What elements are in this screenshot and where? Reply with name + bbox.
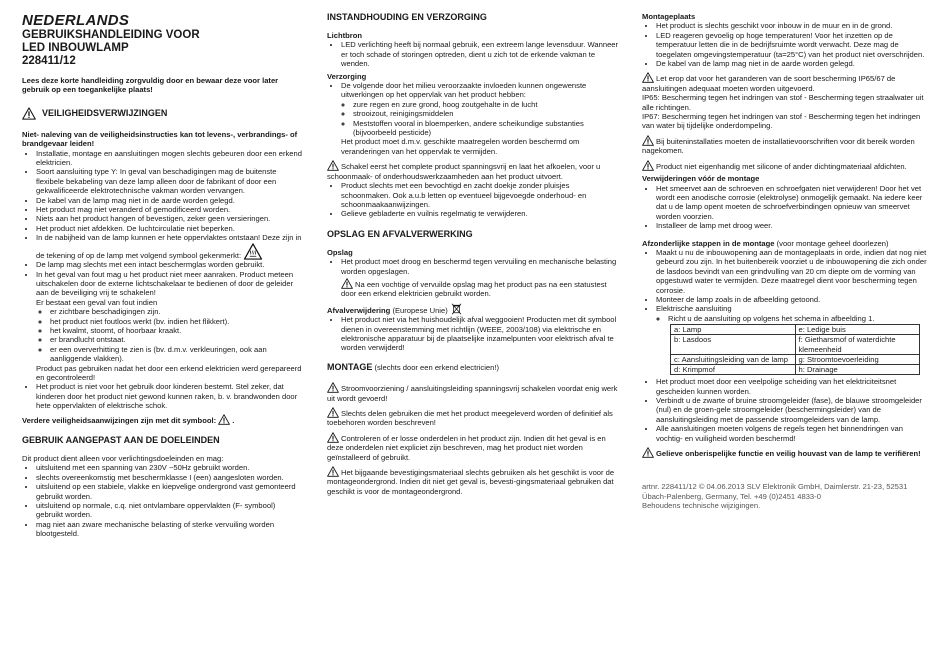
list-item: • Monteer de lamp zoals in de afbeelding getoond.	[656, 295, 928, 304]
list-item: • Installatie, montage en aansluitingen mogen slechts gebeuren door een erkend elektricien.	[36, 149, 304, 168]
mount-warning	[327, 466, 619, 496]
list-item: • uitsluitend op een stabiele, vlakke en kiepvelige ondergrond vast gemonteerd gebruikt worden.	[36, 482, 304, 501]
ip67-text: IP67: Bescherming tegen het indringen van stof - Bescherming tegen het indringen van water bij tijdelijke onderdompeling.	[642, 112, 921, 131]
list-item: ◦ zure regen en zure grond, hoog zoutgehalte in de lucht	[353, 100, 619, 109]
article-number: 228411/12	[22, 55, 76, 67]
list-item: • Elektrische aansluiting	[656, 304, 928, 313]
outdoor-warning-text: Bij buiteninstallaties moeten de installatievoorschriften voor dit bereik worden nagekomen.	[642, 136, 915, 156]
storage-warning-text: Na een vochtige of vervuilde opslag mag het product pas na een statustest door een erkend elektricien gebruikt worden.	[341, 279, 607, 299]
mount-warning-text: Het bijgaande bevestigingsmateriaal slechts gebruiken als het geschikt is voor de montageondergrond. Indien dit niet get geval is, bevesti-gingsmateriaal gebruiken dat geschikt is voor de montageondergrond.	[327, 468, 615, 496]
list-item: ◦ Richt u de aansluiting op volgens het schema in afbeelding 1.	[668, 314, 928, 323]
use-list	[22, 463, 304, 538]
connect-list	[642, 314, 928, 323]
warning-icon	[642, 160, 654, 171]
waste-title: Afvalverwijdering	[327, 305, 391, 315]
switch-warning-text: Schakel eerst het complete product spanningsvrij en laat het afkoelen, voor u schoonmaak- of onderhoudswerkzaamheden aan het product uitvoert.	[327, 162, 601, 181]
list-item: ◦ het kwalmt, stoomt, of hoorbaar kraakt.	[50, 326, 304, 335]
silicone-warning-text: Product niet eigenhandig met silicone of ander dichtingmateriaal afdichten.	[656, 161, 907, 171]
warning-icon	[327, 432, 339, 443]
list-item: • Alle aansluitingen moeten volgens de regels tegen het binnendringen van vochtig- en vuiligheid worden beschermd!	[656, 424, 928, 443]
table-row	[671, 325, 920, 335]
silicone-warning	[642, 160, 928, 171]
list-item: • Het product mag niet veranderd of gemodificeerd worden.	[36, 205, 304, 214]
clean-list	[327, 181, 619, 219]
list-item: • De lamp mag slechts met een intact beschermglas worden gebruikt.	[36, 260, 304, 269]
list-item: • uitsluitend met een spanning van 230V ~50Hz gebruikt worden.	[36, 463, 304, 472]
maintenance-heading: INSTANDHOUDING EN VERZORGING	[327, 12, 487, 22]
children-list	[22, 382, 304, 410]
light-source-list	[327, 40, 619, 68]
table-cell: b: Lasdoos	[671, 335, 796, 354]
manual-title-line2: LED INBOUWLAMP	[22, 42, 129, 54]
list-item: • Het product moet droog en beschermd tegen vervuiling en mechanische belasting worden opgeslagen.	[341, 257, 619, 276]
waste-list	[327, 315, 619, 353]
list-item: ◦ Meststoffen vooral in bloemperken, andere scheikundige substanties (bijvoorbeeld pesticide)	[353, 119, 619, 138]
switch-warning	[327, 160, 619, 181]
list-item: ◦ het product niet foutloos werkt (bv. indien het flikkert).	[50, 317, 304, 326]
table-cell: g: Stroomtoevoerleiding	[795, 354, 920, 364]
list-item: • LED verlichting heeft bij normaal gebruik, een extreem lange levensduur. Wanneer er toch schade of storingen optreden, dient u zich tot de erkende vakman te wenden.	[341, 40, 619, 68]
after-list	[642, 377, 928, 443]
hot-surface-icon	[243, 243, 263, 260]
further-safety: Verdere veiligheidsaanwijzingen zijn met dit symbool: .	[22, 415, 235, 425]
warning-icon	[327, 466, 339, 477]
warning-icon	[642, 447, 654, 458]
footer-address: artnr. 228411/12 © 04.06.2013 SLV Elektronik GmbH, Daimlerstr. 21-23, 52531 Übach-Palenberg, Germany, Tel. +49 (0)2451 4833-0	[642, 482, 908, 501]
table-row	[671, 365, 920, 375]
list-item: • Maakt u nu de inbouwopening aan de montageplaats in orde, indien dat nog niet gebeurd zou zijn. In het buitenbereik voorziet u de inbouwopening die zich onder de lasdoos bevindt van een grindvulling van 20 cm diepte om de vorming van opgestuwd water te vermijden. Deze maatregel dient voor bescherming tegen corrosie.	[656, 248, 928, 295]
warning-icon	[642, 72, 654, 83]
list-item: • Installeer de lamp met droog weer.	[656, 221, 928, 230]
ip-warning	[642, 72, 928, 93]
table-cell: f: Gietharsmof of waterdichte klemeenheid	[795, 335, 920, 354]
footer-note: Behoudens technische wijzigingen.	[642, 501, 761, 511]
table-cell: c: Aansluitingsleiding van de lamp	[671, 354, 796, 364]
table-cell: d: Krimpmof	[671, 365, 796, 375]
montage-heading: MONTAGE	[327, 361, 373, 372]
safety-lead: Niet- naleving van de veiligheidsinstructies kan tot levens-, verbrandings- of brandgevaar leiden!	[22, 129, 298, 149]
warning-icon	[642, 135, 654, 146]
warning-icon	[327, 407, 339, 418]
care-sub-list	[327, 100, 619, 138]
list-item: • mag niet aan zware mechanische belasting of sterke vervuiling worden blootgesteld.	[36, 520, 304, 539]
steps-title-row	[642, 239, 928, 248]
list-item: • Het product is slechts geschikt voor inbouw in de muur en in de grond.	[656, 21, 928, 30]
steps-suffix: (voor montage geheel doorlezen)	[776, 238, 889, 248]
mount-warning-text: Stroomvoorziening / aansluitingsleiding spanningsvrij schakelen voordat enig werk uit wordt gevoerd!	[327, 384, 618, 403]
warning-icon	[22, 107, 36, 120]
crossed-bin-icon	[451, 303, 462, 315]
connection-table	[670, 324, 920, 375]
care-after: Het product moet d.m.v. geschikte maatregelen worden beschermd om veranderingen van het oppervlak te vermijden.	[341, 137, 580, 156]
mount-warning	[327, 382, 619, 403]
fault-after: Product pas gebruiken nadat het door een erkend elektricien werd gerepareerd en gecontroleerd!	[36, 363, 302, 382]
table-row	[671, 354, 920, 364]
column-2	[327, 12, 619, 496]
list-item: • Soort aansluiting type Y: In geval van beschadigingen mag de buitenste flexibele bekabeling van deze lamp alleen door de fabrikant of door een gekwalificeerde elektrotechnische vakman worden vervangen.	[36, 167, 304, 195]
care-list	[327, 81, 619, 100]
list-item: • slechts overeenkomstig met beschermklasse I (een) aangesloten worden.	[36, 473, 304, 482]
column-3	[642, 12, 928, 511]
safety-list	[22, 149, 304, 298]
list-item: • Het product niet afdekken. De luchtcirculatie niet beperken.	[36, 224, 304, 233]
list-item: • In het geval van fout mag u het product niet meer aanraken. Product meteen uitschakelen door de externe lichtschakelaar te bedienen of door de geleider aan de beveiliging vrij te schakelen!	[36, 270, 304, 298]
montage-heading-row	[327, 363, 619, 372]
warning-icon	[218, 414, 230, 425]
waste-title-row	[327, 303, 619, 315]
list-item: • De kabel van de lamp mag niet in de aarde worden gelegd.	[36, 196, 304, 205]
mount-warning-text: Controleren of er losse onderdelen in het product zijn. Indien dit het geval is en deze onderdelen niet expliciet zijn beschreven, mag het product niet worden geïnstalleerd of gebruikt.	[327, 433, 606, 462]
hot-surface-text: In de nabijheid van de lamp kunnen er hete oppervlaktes ontstaan! Deze zijn in de tekening of op de lamp met volgend symbool gekenmerkt:	[36, 233, 302, 260]
table-cell: h: Drainage	[795, 365, 920, 375]
removal-list	[642, 184, 928, 231]
use-intro: Dit product dient alleen voor verlichtingsdoeleinden en mag:	[22, 454, 224, 463]
list-item: • Verbindt u de zwarte of bruine stroomgeleider (fase), de blauwe stroomgeleider (nul) en de groen-gele stroomgeleider (beschermingsleider) van de aansluitingsleiding met de passende stroomgeleiders van de lamp.	[656, 396, 928, 424]
mount-warning	[327, 432, 619, 462]
fault-list	[22, 307, 304, 363]
list-item: • Het product moet door een veelpolige scheiding van het elektriciteitsnet gescheiden kunnen worden.	[656, 377, 928, 396]
ip65-text: IP65: Bescherming tegen het indringen van stof - Bescherming tegen straalwater uit alle richtingen.	[642, 93, 924, 112]
list-item	[36, 233, 304, 260]
table-cell: a: Lamp	[671, 325, 796, 335]
montage-suffix: (slechts door een erkend electricien!)	[374, 362, 499, 372]
intro-text: Lees deze korte handleiding zorgvuldig door en bewaar deze voor later gebruik op een toegankelijke plaats!	[22, 76, 279, 95]
use-heading: GEBRUIK AANGEPAST AAN DE DOELEINDEN	[22, 435, 220, 445]
warning-icon	[327, 160, 339, 171]
list-item: ◦ strooizout, reinigingsmiddelen	[353, 109, 619, 118]
removal-title: Verwijderingen vóór de montage	[642, 174, 760, 184]
safety-heading-row	[22, 107, 304, 120]
column-1	[22, 8, 304, 539]
table-row	[671, 335, 920, 354]
list-item: ◦ er zichtbare beschadigingen zijn.	[50, 307, 304, 316]
list-item: • uitsluitend op normale, c.q. niet ontvlambare oppervlakten (F- symbool) gebruikt worden.	[36, 501, 304, 520]
list-item: • Gelieve gebladerte en vuilnis regelmatig te verwijderen.	[341, 209, 619, 218]
light-source-title: Lichtbron	[327, 31, 363, 40]
mount-warning	[327, 407, 619, 428]
language-heading: NEDERLANDS	[22, 12, 130, 29]
list-item: • Niets aan het product hangen of bevestigen, zeker geen versieringen.	[36, 214, 304, 223]
list-item: ◦ er een oververhitting te zien is (bv. d.m.v. verkleuringen, ook aan aanliggende vlakken).	[50, 345, 304, 364]
final-warning-text: Gelieve onberispelijke functie en veilig houvast van de lamp te verifiëren!	[656, 449, 921, 459]
list-item: • Het product niet via het huishoudelijk afval weggooien! Producten met dit symbool dienen in overeenstemming met richtlijn (WEEE, 2003/108) via elektrische en elektronische apparatuur bij de plaatselijke inzamelpunten voor elektrisch afval te worden verwijderd!	[341, 315, 619, 353]
table-cell: e: Ledige buis	[795, 325, 920, 335]
steps-title: Afzonderlijke stappen in de montage	[642, 238, 775, 248]
storage-list	[327, 257, 619, 276]
waste-suffix: (Europese Unie)	[392, 305, 448, 315]
manual-title-line1: GEBRUIKSHANDLEIDING VOOR	[22, 29, 200, 41]
ip-warning-text: Let erop dat voor het garanderen van de soort bescherming IP65/67 de aansluitingen adequaat moeten worden uitgevoerd.	[642, 74, 896, 93]
storage-heading: OPSLAG EN AFVALVERWERKING	[327, 228, 473, 239]
outdoor-warning	[642, 135, 928, 156]
list-item: • LED reageren gevoelig op hoge temperaturen! Voor het inzetten op de temperatuur letten die in de bedrijfsruimte wordt verwacht. Deze mag de toegelaten omgevingstemperatuur (ta=25°C) van het product niet overschrijden.	[656, 31, 928, 59]
list-item: ◦ er brandlucht ontstaat.	[50, 335, 304, 344]
storage-warning	[327, 278, 619, 299]
safety-heading: VEILIGHEIDSVERWIJZINGEN	[42, 107, 168, 118]
fault-intro: Er bestaat een geval van fout indien	[36, 297, 158, 307]
list-item: • De volgende door het milieu veroorzaakte invloeden kunnen ongewenste uitwerkingen op het oppervlak van het product hebben:	[341, 81, 619, 100]
list-item: • Product slechts met een bevochtigd en zacht doekje zonder pluisjes schoonmaken. Ook a.u.b letten op eventueel bijgevoegde onderhoud- en schoonmaakaanwijzingen.	[341, 181, 619, 209]
warning-icon	[341, 278, 353, 289]
final-warning	[642, 447, 928, 458]
storage-title: Opslag	[327, 247, 353, 257]
warning-icon	[327, 382, 339, 393]
place-list	[642, 21, 928, 68]
further-safety-text: Verdere veiligheidsaanwijzingen zijn met dit symbool:	[22, 415, 217, 425]
list-item: • Het product is niet voor het gebruik door kinderen bestemt. Stel zeker, dat kinderen door het product niet gewond kunnen raken, b. v. brandwonden door hete oppervlakten of elektrische schok.	[36, 382, 304, 410]
list-item: • De kabel van de lamp mag niet in de aarde worden gelegd.	[656, 59, 928, 68]
footer	[642, 482, 928, 510]
steps-list	[642, 248, 928, 314]
list-item: • Het smeervet aan de schroeven en schroefgaten niet verwijderen! Door het vet wordt een anodische corrosie (elektrolyse) onmogelijk gemaakt. Na iedere keer dat u de lamp opent moeten de schroefverbindingen opnieuw van smeervet worden voorzien.	[656, 184, 928, 222]
place-title: Montageplaats	[642, 12, 696, 21]
care-title: Verzorging	[327, 71, 367, 81]
mount-warning-text: Slechts delen gebruiken die met het product meegeleverd worden of definitief als toebehoren worden beschreven!	[327, 409, 613, 428]
